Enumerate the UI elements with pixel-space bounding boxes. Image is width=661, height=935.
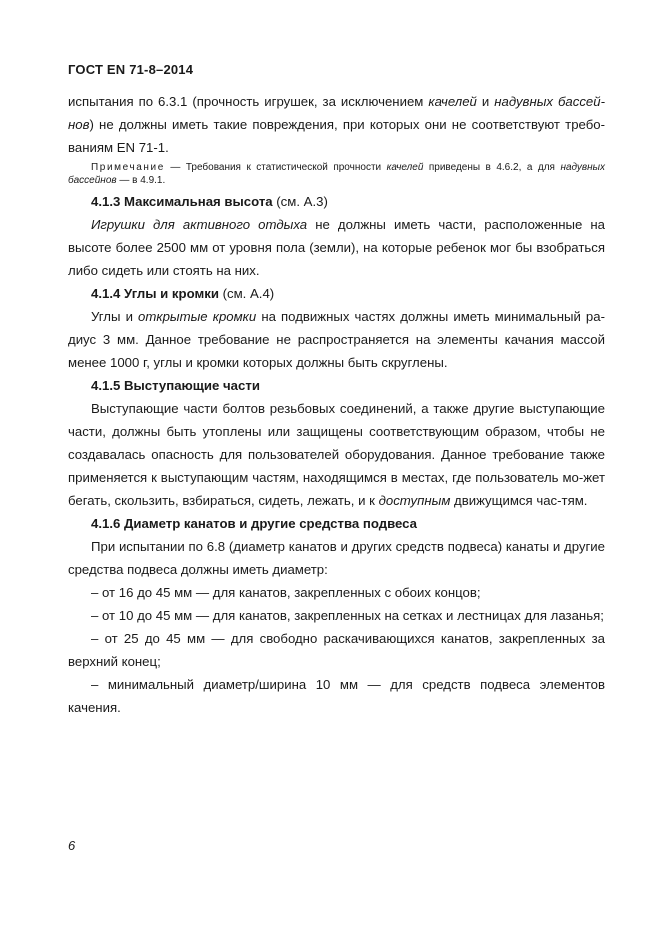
note-paragraph bbox=[68, 162, 605, 187]
text-span: на подвижных частях должны иметь минимальный ра-диус 3 мм. Данное требование не распространяется на элементы качания массой менее 1000 г, углы и кромки которых должны быть скруглены. bbox=[68, 309, 605, 370]
section-heading-4-1-4 bbox=[68, 282, 605, 305]
italic-term: Игрушки для активного отдыха bbox=[91, 217, 308, 232]
italic-term: качелей bbox=[428, 94, 477, 109]
text-span: Углы и bbox=[91, 309, 139, 324]
text-span: не должны иметь части, расположенные на высоте более 2500 мм от уровня пола (земли), на которые ребенок мог бы взобраться либо сидеть или стоять на них. bbox=[68, 217, 605, 278]
italic-term: надувных бассей-нов bbox=[68, 94, 605, 132]
italic-term: открытые кромки bbox=[138, 309, 257, 324]
text-span: Выступающие части болтов резьбовых соединений, а также другие выступающие части, должны быть утоплены или защищены соответствующим образом, чтобы не создавалась опасность для пользователей оборудования. Данное требование также применяется к выступающим частям, находящимся в местах, где пользователь мо-жет бегать, скользить, взбираться, сидеть, лежать, и к bbox=[68, 401, 605, 508]
list-item: – от 16 до 45 мм — для канатов, закрепленных с обоих концов; bbox=[91, 585, 481, 600]
document-header: ГОСТ EN 71-8–2014 bbox=[68, 62, 194, 77]
section-title: 4.1.6 Диаметр канатов и другие средства подвеса bbox=[91, 516, 418, 531]
list-item: – от 25 до 45 мм — для свободно раскачивающихся канатов, закрепленных за верхний конец; bbox=[68, 631, 605, 669]
section-heading-4-1-6 bbox=[68, 512, 605, 535]
section-heading-4-1-3 bbox=[68, 190, 605, 213]
paragraph-protruding-parts bbox=[68, 397, 605, 512]
list-item: – от 10 до 45 мм — для канатов, закрепленных на сетках и лестницах для лазанья; bbox=[91, 608, 604, 623]
text-span: ) не должны иметь такие повреждения, при которых они не соответствуют требо-ваниям EN 71-1. bbox=[68, 117, 605, 155]
note-label: Примечание bbox=[91, 162, 165, 173]
paragraph-strength-testing bbox=[68, 90, 605, 159]
text-span: приведены в 4.6.2, а для bbox=[423, 162, 561, 173]
text-span: и bbox=[476, 94, 495, 109]
section-title: 4.1.4 Углы и кромки bbox=[91, 286, 219, 301]
italic-term: надувных бассейнов bbox=[68, 162, 606, 186]
paragraph-max-height bbox=[68, 213, 605, 282]
italic-term: доступным bbox=[378, 493, 451, 508]
text-span: испытания по 6.3.1 (прочность игрушек, за исключением bbox=[68, 94, 429, 109]
text-span: — Требования к статистической прочности bbox=[164, 162, 387, 173]
paragraph-rope-diameter-intro: При испытании по 6.8 (диаметр канатов и других средств подвеса) канаты и другие средства подвеса должны иметь диаметр: bbox=[68, 539, 605, 577]
section-heading-4-1-5 bbox=[68, 374, 605, 397]
section-reference: (см. А.3) bbox=[272, 194, 328, 209]
section-reference: (см. А.4) bbox=[218, 286, 275, 301]
page-number: 6 bbox=[68, 838, 76, 853]
section-title: 4.1.5 Выступающие части bbox=[91, 378, 260, 393]
section-title: 4.1.3 Максимальная высота bbox=[91, 194, 273, 209]
italic-term: качелей bbox=[386, 162, 424, 173]
list-item: – минимальный диаметр/ширина 10 мм — для средств подвеса элементов качения. bbox=[68, 677, 605, 715]
text-span: движущимся час-тям. bbox=[450, 493, 588, 508]
text-span: — в 4.9.1. bbox=[116, 174, 166, 186]
document-body bbox=[68, 90, 605, 719]
paragraph-corners-edges bbox=[68, 305, 605, 374]
